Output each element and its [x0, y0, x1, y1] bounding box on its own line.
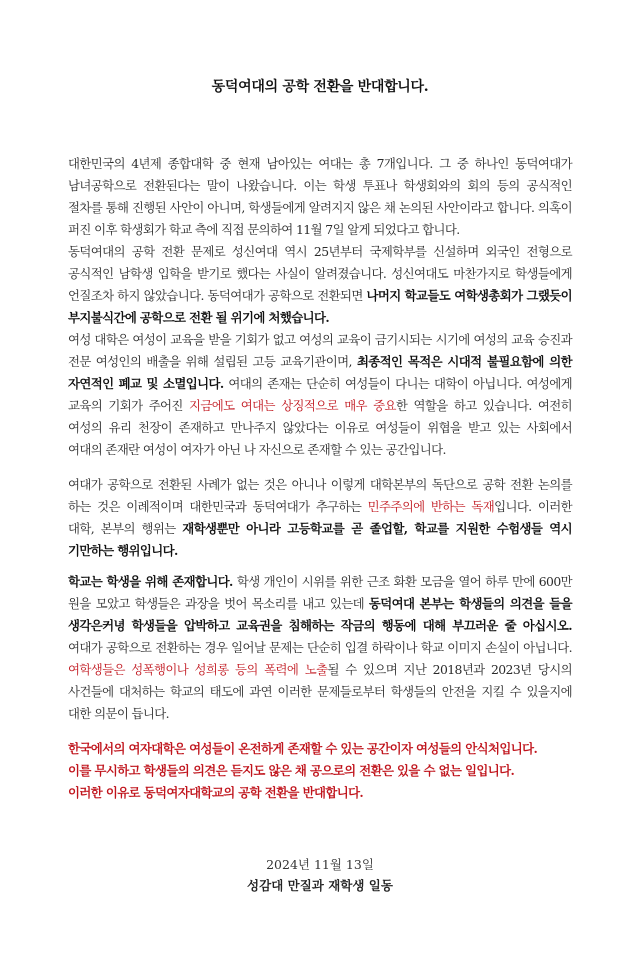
- emphasis-bold-text: 나머지 학교들도 여학생총회가 그랬듯이 부지불식간에 공학으로 전환 될 위기에 처했습니다.: [68, 288, 572, 325]
- paragraph-5: [68, 571, 572, 725]
- paragraph-text: 여대의 존재는 단순히 여성들이 다니는 대학이 아닙니다. 여성에게 교육의 기회가 주어진: [68, 376, 572, 413]
- paragraph-text: 여대가 공학으로 전환된 사례가 없는 것은 아니나 이렇게 대학본부의 독단으로 공학 전환 논의를 하는 것은 이례적이며 대한민국과 동덕여대가 추구하는: [68, 477, 572, 514]
- emphasis-bold-text: 재학생뿐만 아니라 고등학교를 곧 졸업할, 학교를 지원한 수험생들 역시 기만하는 행위입니다.: [68, 521, 572, 558]
- emphasis-bold-text: 동덕여대 본부는 학생들의 의견을 들을 생각은커녕 학생들을 압박하고 교육권을 침해하는 작금의 행동에 대해 부끄러운 줄 아십시오.: [68, 596, 572, 633]
- paragraph-text: 여대가 공학으로 전환하는 경우 일어날 문제는 단순히 입결 하락이나 학교 이미지 손실이 아닙니다.: [68, 640, 572, 655]
- closing-statement: [68, 738, 572, 804]
- closing-line: 이러한 이유로 동덕여자대학교의 공학 전환을 반대합니다.: [68, 785, 364, 800]
- paragraph-text: 여성 대학은 여성이 교육을 받을 기회가 없고 여성의 교육이 금기시되는 시기에 여성의 교육 승진과 전문 여성인의 배출을 위해 설립된 고등 교육기관이며,: [68, 332, 572, 369]
- paragraph-4: [68, 474, 572, 562]
- closing-line: 한국에서의 여자대학은 여성들이 온전하게 존재할 수 있는 공간이자 여성들의 안식처입니다.: [68, 741, 538, 756]
- paragraph-text: 한 역할을 하고 있습니다. 여전히 여성의 유리 천장이 존재하고 만나주지 않았다는 이유로 여성들이 위협을 받고 있는 사회에서 여대의 존재란 여성이 여자가 아닌 나 자신으로 존재할 수 있는 공간입니다.: [68, 398, 573, 457]
- page-title: 동덕여대의 공학 전환을 반대합니다.: [211, 79, 429, 95]
- emphasis-red-text: 여학생들은 성폭행이나 성희롱 등의 폭력에 노출: [68, 662, 328, 677]
- paragraph-text: 동덕여대의 공학 전환 문제로 성신여대 역시 25년부터 국제학부를 신설하며 외국인 전형으로 공식적인 남학생 입학을 받기로 했다는 사실이 알려졌습니다. 성신여대도 마찬가지로 학생들에게 언질조차 하지 않았습니다. 동덕여대가 공학으로 전환되면: [68, 244, 572, 303]
- signer-line: 성감대 만질과 재학생 일동: [247, 878, 393, 893]
- paragraph-text: 입니다. 이러한 대학, 본부의 행위는: [68, 499, 572, 536]
- paragraph-text: 대한민국의 4년제 종합대학 중 현재 남아있는 여대는 총 7개입니다. 그 중 하나인 동덕여대가 남녀공학으로 전환된다는 말이 나왔습니다. 이는 학생 투표나 학생회와의 회의 등의 공식적인 절차를 통해 진행된 사안이 아니며, 학생들에게 알려지지 않은 채 논의된 사안이라고 합니다. 의혹이 퍼진 이후 학생회가 학교 측에 직접 문의하여 11월 7일 알게 되었다고 합니다.: [68, 156, 572, 237]
- paragraph-3: [68, 329, 572, 461]
- paragraph-2: [68, 241, 572, 329]
- emphasis-red-text: 민주주의에 반하는 독재: [367, 499, 495, 514]
- statement-date: 2024년 11월 13일: [266, 857, 374, 872]
- paragraph-text: 학생 개인이 시위를 위한 근조 화환 모금을 열어 하루 만에 600만 원을 모았고 학생들은 과장을 벗어 목소리를 내고 있는데: [68, 574, 572, 611]
- emphasis-red-text: 지금에도 여대는 상징적으로 매우 중요: [189, 398, 396, 413]
- closing-line: 이를 무시하고 학생들의 의견은 듣지도 않은 채 공으로의 전환은 있을 수 없는 일입니다.: [68, 763, 515, 778]
- emphasis-bold-text: 최종적인 목적은 시대적 불필요함에 의한 자연적인 폐교 및 소멸입니다.: [68, 354, 572, 391]
- paragraph-text: 될 수 있으며 지난 2018년과 2023년 당시의 사건들에 대처하는 학교의 태도에 과연 이러한 문제들로부터 학생들의 안전을 지킬 수 있을지에 대한 의문이 듭니다.: [68, 662, 572, 721]
- emphasis-bold-text: 학교는 학생을 위해 존재합니다.: [68, 574, 233, 589]
- paragraph-1: [68, 153, 572, 241]
